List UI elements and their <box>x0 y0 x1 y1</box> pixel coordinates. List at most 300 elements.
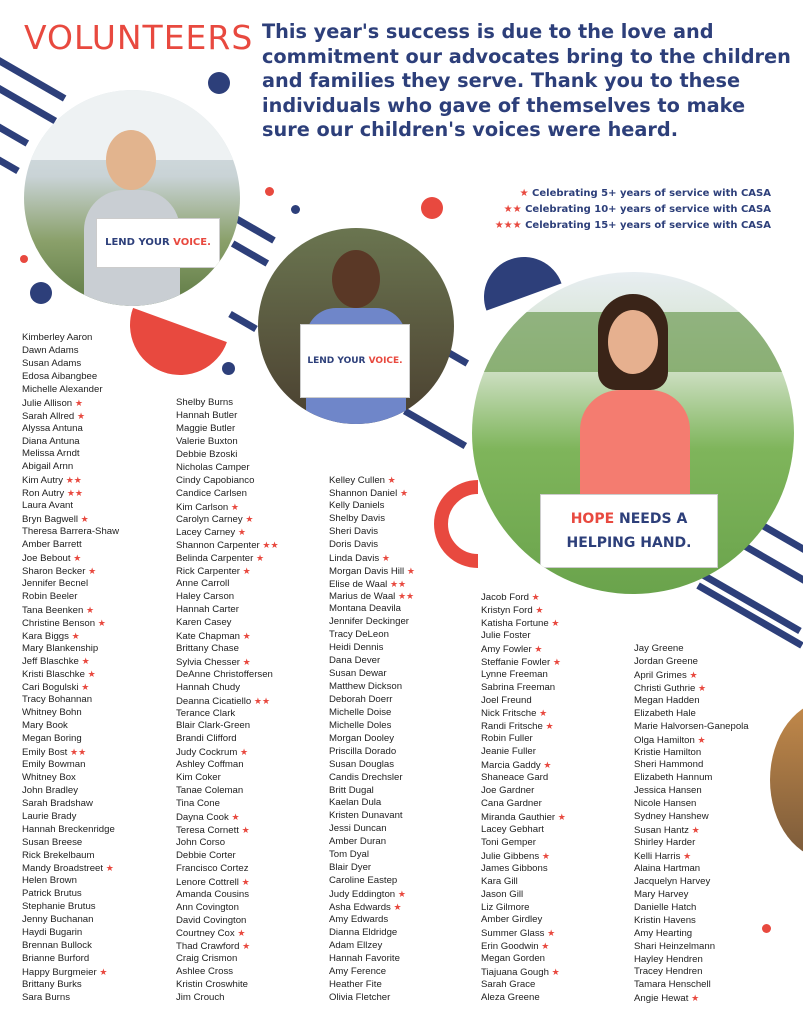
volunteer-name <box>481 837 566 850</box>
legend-text: Celebrating 5+ years of service with CASA <box>532 188 771 199</box>
volunteer-name <box>176 837 279 850</box>
volunteer-name-text: Heidi Dennis <box>329 642 384 654</box>
volunteer-name-text: Sylvia Chesser <box>176 656 240 668</box>
volunteer-name <box>481 669 566 682</box>
service-stars: ★★ <box>262 540 279 551</box>
volunteer-name-text: Brandi Clifford <box>176 733 237 745</box>
volunteer-name <box>22 436 119 449</box>
volunteer-name-text: Katisha Fortune <box>481 617 549 629</box>
volunteer-name-text: Carolyn Carney <box>176 514 243 526</box>
volunteer-name <box>176 746 279 759</box>
service-stars: ★ <box>73 552 82 563</box>
volunteer-name-text: Mary Harvey <box>634 888 689 900</box>
dot-decor <box>291 205 300 214</box>
volunteer-name-text: Deanna Cicatiello <box>176 695 252 707</box>
dot-decor <box>762 924 771 933</box>
volunteer-name-text: Haley Carson <box>176 591 235 603</box>
volunteer-name-text: Matthew Dickson <box>329 681 403 692</box>
volunteer-name-text: Tamara Henschell <box>634 979 711 991</box>
volunteer-name-text: Elizabeth Hale <box>634 707 696 719</box>
service-stars: ★ <box>242 566 251 577</box>
service-stars: ★★ <box>70 747 87 757</box>
volunteer-name <box>329 810 415 823</box>
service-stars: ★★ <box>389 578 407 589</box>
volunteer-name <box>22 591 119 604</box>
volunteer-name-text: Doris Davis <box>329 538 379 550</box>
volunteer-name-text: Haydi Bugarin <box>22 927 83 939</box>
volunteer-name-text: Jennifer Becnel <box>22 577 89 589</box>
volunteer-name-text: Candice Carlsen <box>176 487 247 499</box>
sign-line-2: HELPING HAND. <box>566 535 692 551</box>
name-column <box>176 397 279 1005</box>
volunteer-name <box>176 785 279 798</box>
volunteer-name-text: Nicole Hansen <box>634 798 697 810</box>
volunteer-name-text: Lacey Gebhart <box>481 823 544 835</box>
volunteer-name-text: Jennifer Deckinger <box>329 616 409 628</box>
volunteer-name-text: David Covington <box>176 914 247 926</box>
volunteer-name <box>329 927 415 940</box>
volunteer-name <box>481 979 566 992</box>
volunteer-name-text: Jason Gill <box>481 888 524 900</box>
volunteer-name-text: Alyssa Antuna <box>22 422 83 434</box>
volunteer-name-text: Michelle Alexander <box>22 383 103 395</box>
service-stars: ★ <box>87 669 96 680</box>
volunteer-name-text: Happy Burgmeier <box>22 966 97 978</box>
service-stars: ★ <box>81 656 90 667</box>
volunteer-name <box>329 681 415 694</box>
volunteer-name-text: Debbie Corter <box>176 849 236 861</box>
name-column <box>329 474 415 1004</box>
volunteer-name-text: Tracey Hendren <box>634 966 703 978</box>
volunteer-name <box>22 384 119 397</box>
volunteer-name <box>329 616 415 629</box>
volunteer-name <box>176 397 279 410</box>
volunteer-name-text: Tana Beenken <box>22 604 84 616</box>
volunteer-name <box>329 759 415 772</box>
volunteer-name <box>634 889 749 902</box>
service-stars: ★ <box>541 941 550 952</box>
volunteer-name-text: Mary Book <box>22 720 68 732</box>
volunteer-name-text: Steffanie Fowler <box>481 656 551 668</box>
volunteer-name-text: Kristie Hamilton <box>634 746 702 758</box>
volunteer-name-text: Theresa Barrera-Shaw <box>22 526 120 538</box>
volunteer-name <box>176 876 279 889</box>
volunteer-name <box>329 953 415 966</box>
volunteer-name <box>634 747 749 760</box>
volunteer-name-text: Hannah Chudy <box>176 681 241 693</box>
volunteer-name <box>22 526 119 539</box>
volunteer-name-text: Shaneace Gard <box>481 772 549 784</box>
volunteer-name <box>634 695 749 708</box>
volunteer-name <box>329 668 415 681</box>
volunteer-name <box>176 759 279 772</box>
volunteer-name <box>22 410 119 423</box>
volunteer-name <box>22 720 119 733</box>
volunteer-name <box>481 824 566 837</box>
volunteer-name-text: Hannah Favorite <box>329 952 400 964</box>
volunteer-name-text: Jacob Ford <box>481 592 529 603</box>
volunteer-name <box>329 565 415 578</box>
volunteer-name-text: Alaina Hartman <box>634 862 701 874</box>
volunteer-name <box>22 772 119 785</box>
volunteer-name <box>22 914 119 927</box>
service-stars: ★ <box>237 527 246 538</box>
volunteer-name-text: Kate Chapman <box>176 630 240 642</box>
volunteer-name <box>176 656 279 669</box>
volunteer-name <box>22 643 119 656</box>
volunteer-name-text: Kim Autry <box>22 475 64 487</box>
service-stars: ★ <box>689 669 698 680</box>
service-stars: ★ <box>543 760 552 771</box>
volunteer-name <box>176 449 279 462</box>
volunteer-name <box>176 824 279 837</box>
volunteer-name-text: Sabrina Freeman <box>481 681 556 693</box>
stripe-decor <box>231 240 269 266</box>
volunteer-name <box>481 707 566 720</box>
volunteer-name-text: Susan Breese <box>22 836 83 848</box>
volunteer-name-text: Kelley Cullen <box>329 475 385 486</box>
volunteer-name <box>22 474 119 487</box>
volunteer-name-text: Robin Fuller <box>481 733 533 745</box>
volunteer-name <box>22 888 119 901</box>
volunteer-name <box>634 798 749 811</box>
volunteer-name-text: Morgan Dooley <box>329 732 395 744</box>
volunteer-name-text: Judy Cockrum <box>176 747 238 759</box>
volunteer-name-text: Sara Burns <box>22 991 70 1003</box>
volunteer-name <box>176 811 279 824</box>
volunteer-name-text: Britt Dugal <box>329 784 374 796</box>
volunteer-name <box>329 539 415 552</box>
volunteer-name <box>22 487 119 500</box>
volunteer-name-text: Kara Gill <box>481 875 518 887</box>
service-stars: ★★ <box>65 475 82 486</box>
volunteer-name-text: Cindy Capobianco <box>176 474 255 486</box>
volunteer-name <box>481 889 566 902</box>
volunteer-name <box>22 940 119 953</box>
volunteer-name-text: Brianne Burford <box>22 953 90 964</box>
volunteer-name <box>481 798 566 811</box>
volunteer-name <box>22 604 119 617</box>
volunteer-name <box>22 785 119 798</box>
volunteer-name-text: Kim Coker <box>176 772 221 784</box>
volunteer-name <box>22 837 119 850</box>
volunteer-name-text: Deborah Doerr <box>329 693 393 705</box>
volunteer-name-text: Ron Autry <box>22 488 65 500</box>
volunteer-name-text: Tom Dyal <box>329 849 369 861</box>
volunteer-name-text: Joe Gardner <box>481 785 535 797</box>
volunteer-name-text: Susan Douglas <box>329 758 395 770</box>
volunteer-name-text: Courtney Cox <box>176 928 235 940</box>
volunteer-name-text: Kelli Harris <box>634 851 681 862</box>
service-stars: ★ <box>231 812 240 822</box>
volunteer-name <box>481 682 566 695</box>
service-stars: ★ <box>534 643 543 654</box>
volunteer-name <box>634 876 749 889</box>
volunteer-name <box>22 966 119 979</box>
volunteer-name-text: Olga Hamilton <box>634 734 695 746</box>
volunteer-name <box>176 720 279 733</box>
volunteer-name-text: Abigail Arnn <box>22 461 74 473</box>
sign-text: LEND YOUR <box>307 356 369 366</box>
volunteer-name-text: Dana Dever <box>329 655 381 667</box>
volunteer-name <box>22 694 119 707</box>
volunteer-name <box>634 979 749 992</box>
volunteer-name <box>22 824 119 837</box>
volunteer-name-text: Jay Greene <box>634 643 684 654</box>
volunteer-name-text: Marie Halvorsen-Ganepola <box>634 720 749 732</box>
volunteer-name-text: Sarah Bradshaw <box>22 797 93 809</box>
dot-decor <box>20 255 28 263</box>
service-stars: ★ <box>393 901 402 912</box>
volunteer-name <box>22 513 119 526</box>
volunteer-name <box>634 966 749 979</box>
volunteer-name <box>481 720 566 733</box>
volunteer-name-text: Shelby Burns <box>176 397 234 408</box>
volunteer-name-text: Judy Eddington <box>329 889 396 900</box>
service-stars: ★ <box>88 565 97 576</box>
volunteer-name <box>22 862 119 875</box>
volunteer-photo <box>472 272 794 594</box>
volunteer-name <box>22 332 119 345</box>
service-stars: ★ <box>242 656 251 667</box>
volunteer-name <box>176 643 279 656</box>
volunteer-name <box>22 759 119 772</box>
volunteer-name-text: Marius de Waal <box>329 591 396 603</box>
volunteer-name-text: Tiajuana Gough <box>481 967 549 979</box>
volunteer-name-text: Caroline Eastep <box>329 875 398 887</box>
service-stars: ★ <box>256 553 265 564</box>
volunteer-name-text: Melissa Arndt <box>22 448 80 460</box>
volunteer-name-text: Linda Davis <box>329 552 380 564</box>
volunteer-name-text: Megan Boring <box>22 733 82 745</box>
volunteer-name-text: Liz Gilmore <box>481 901 530 913</box>
volunteer-name <box>176 475 279 488</box>
volunteer-name <box>22 630 119 643</box>
volunteer-name-text: John Corso <box>176 836 226 848</box>
volunteer-name <box>22 953 119 966</box>
volunteer-name <box>481 940 566 953</box>
service-stars: ★ <box>71 630 80 641</box>
volunteer-name-text: Heather Fite <box>329 978 382 990</box>
volunteer-name-text: Valerie Buxton <box>176 435 238 447</box>
volunteer-name-text: Blair Dyer <box>329 862 372 874</box>
volunteer-name <box>634 772 749 785</box>
volunteer-name-text: Candis Drechsler <box>329 771 403 783</box>
volunteer-name <box>329 772 415 785</box>
name-column <box>22 332 119 1005</box>
volunteer-name-text: Jordan Greene <box>634 655 698 667</box>
volunteer-name <box>176 927 279 940</box>
volunteer-name <box>176 591 279 604</box>
volunteer-name <box>634 721 749 734</box>
volunteer-name-text: April Grimes <box>634 669 687 681</box>
service-stars: ★ <box>237 928 246 939</box>
volunteer-name <box>329 655 415 668</box>
volunteer-name-text: Danielle Hatch <box>634 901 697 913</box>
volunteer-name <box>481 759 566 772</box>
volunteer-name <box>329 901 415 914</box>
volunteer-name <box>22 358 119 371</box>
volunteer-name <box>176 513 279 526</box>
service-stars: ★ <box>399 487 409 498</box>
volunteer-name <box>176 423 279 436</box>
service-stars: ★★ <box>397 591 415 602</box>
legend-stars: ★★★ <box>494 220 522 231</box>
volunteer-name <box>329 823 415 836</box>
volunteer-name-text: Jessi Duncan <box>329 823 387 835</box>
volunteer-name-text: Nicholas Camper <box>176 461 250 473</box>
volunteer-name-text: Debbie Bzoski <box>176 448 238 460</box>
volunteer-name-text: Ashlee Cross <box>176 966 234 978</box>
volunteer-name <box>22 617 119 630</box>
volunteer-name-text: Amy Fowler <box>481 643 532 655</box>
volunteer-name-text: Asha Edwards <box>329 901 391 913</box>
volunteer-name <box>329 875 415 888</box>
volunteer-name <box>329 590 415 603</box>
volunteer-name-text: Brittany Chase <box>176 642 239 654</box>
volunteer-name <box>176 992 279 1005</box>
dot-decor <box>30 282 52 304</box>
volunteer-name <box>176 733 279 746</box>
service-stars: ★ <box>242 941 251 952</box>
volunteer-name <box>634 928 749 941</box>
volunteer-name-text: Angie Hewat <box>634 993 689 1005</box>
volunteer-name <box>329 862 415 875</box>
volunteer-name-text: Jeff Blaschke <box>22 656 79 668</box>
volunteer-name-text: Kara Biggs <box>22 630 69 642</box>
volunteer-name <box>634 863 749 876</box>
volunteer-name <box>176 630 279 643</box>
sign-text: NEEDS A <box>614 511 688 527</box>
volunteer-name-text: Tracy DeLeon <box>329 629 389 641</box>
volunteer-name-text: Megan Hadden <box>634 694 700 706</box>
service-stars: ★ <box>81 682 90 693</box>
service-stars: ★ <box>381 552 390 563</box>
volunteer-name-text: Kelly Daniels <box>329 499 385 511</box>
volunteer-name <box>176 462 279 475</box>
volunteer-name-text: Olivia Fletcher <box>329 991 391 1003</box>
volunteer-name-text: DeAnne Christoffersen <box>176 668 273 680</box>
volunteer-name <box>634 992 749 1005</box>
volunteer-name-text: Marcia Gaddy <box>481 760 541 772</box>
volunteer-photo <box>258 228 454 424</box>
service-stars: ★ <box>539 708 548 719</box>
sign-text: LEND YOUR <box>105 237 174 248</box>
volunteer-name-text: Randi Fritsche <box>481 721 543 733</box>
volunteer-name <box>22 992 119 1005</box>
volunteer-name-text: Tanae Coleman <box>176 785 244 797</box>
volunteer-name-text: Blair Clark-Green <box>176 720 251 732</box>
legend-text: Celebrating 15+ years of service with CASA <box>525 220 771 231</box>
volunteer-name-text: Kristin Croswhite <box>176 979 248 991</box>
volunteer-name <box>176 889 279 902</box>
person-head <box>106 130 156 190</box>
volunteer-name-text: Emily Bowman <box>22 758 86 770</box>
volunteer-name-text: Tracy Bohannan <box>22 694 93 706</box>
volunteer-name-text: Shelby Davis <box>329 512 385 524</box>
service-stars: ★★ <box>253 695 271 706</box>
volunteer-name <box>634 785 749 798</box>
volunteer-name-text: Montana Deavila <box>329 603 401 615</box>
stripe-decor <box>403 408 467 449</box>
volunteer-name <box>634 643 749 656</box>
legend-text: Celebrating 10+ years of service with CASA <box>525 204 771 215</box>
volunteer-name-text: John Bradley <box>22 784 78 796</box>
volunteer-name-text: Rick Brekelbaum <box>22 849 95 861</box>
volunteer-name-text: Whitney Box <box>22 771 76 783</box>
volunteer-name <box>22 668 119 681</box>
volunteer-name-text: Laurie Brady <box>22 810 77 822</box>
volunteer-name-text: Christine Benson <box>22 617 96 629</box>
volunteer-name <box>176 552 279 565</box>
lend-your-voice-sign <box>96 218 220 268</box>
volunteer-name-text: Mandy Broadstreet <box>22 863 104 875</box>
volunteer-name-text: Amber Girdley <box>481 914 543 926</box>
volunteer-name <box>22 371 119 384</box>
volunteer-name-text: Patrick Brutus <box>22 888 82 900</box>
service-stars: ★ <box>99 966 108 977</box>
volunteer-name <box>176 682 279 695</box>
service-stars: ★ <box>691 825 700 836</box>
service-stars: ★ <box>242 630 251 641</box>
volunteer-name-text: Ashley Coffman <box>176 759 244 771</box>
volunteer-name-text: Edosa Aibangbee <box>22 370 98 382</box>
volunteer-name-text: Terance Clark <box>176 707 236 719</box>
volunteer-name <box>481 604 566 617</box>
volunteer-name-text: Lacey Carney <box>176 527 236 539</box>
volunteer-name-text: Kim Carlson <box>176 501 229 513</box>
volunteer-name-text: Joe Bebout <box>22 552 71 564</box>
volunteer-name <box>634 669 749 682</box>
volunteer-name-text: Hannah Butler <box>176 409 238 421</box>
volunteer-name <box>176 953 279 966</box>
volunteer-name-text: Susan Adams <box>22 357 82 369</box>
volunteer-name <box>481 863 566 876</box>
volunteer-name <box>176 604 279 617</box>
volunteer-name <box>634 811 749 824</box>
volunteer-name-text: Kristen Dunavant <box>329 810 403 822</box>
sign-accent-text: HOPE <box>570 511 615 527</box>
volunteer-name-text: Sheri Davis <box>329 525 379 537</box>
volunteer-name-text: Anne Carroll <box>176 578 230 590</box>
volunteer-name <box>176 708 279 721</box>
volunteer-name-text: Amy Hearting <box>634 927 693 939</box>
sign-accent-text: VOICE. <box>368 356 403 366</box>
volunteer-name-text: Susan Hantz <box>634 825 689 837</box>
volunteer-name <box>176 966 279 979</box>
volunteer-name <box>176 488 279 501</box>
volunteer-name <box>481 643 566 656</box>
volunteer-name-text: Bryn Bagwell <box>22 514 78 526</box>
volunteer-name-text: Laura Avant <box>22 500 74 512</box>
volunteer-name <box>329 707 415 720</box>
volunteer-name <box>176 578 279 591</box>
volunteer-name-text: Morgan Davis Hill <box>329 565 405 577</box>
volunteer-name <box>22 811 119 824</box>
volunteer-name <box>22 681 119 694</box>
volunteer-name-text: Belinda Carpenter <box>176 553 254 565</box>
volunteer-name-text: Elise de Waal <box>329 578 388 590</box>
volunteer-name-text: Cana Gardner <box>481 798 542 809</box>
volunteer-name <box>22 461 119 474</box>
volunteer-name <box>329 836 415 849</box>
volunteer-name <box>634 915 749 928</box>
volunteer-name <box>634 954 749 967</box>
volunteer-name <box>22 733 119 746</box>
service-stars: ★ <box>230 501 239 512</box>
volunteer-name <box>481 772 566 785</box>
volunteer-name-text: Thad Crawford <box>176 941 240 953</box>
